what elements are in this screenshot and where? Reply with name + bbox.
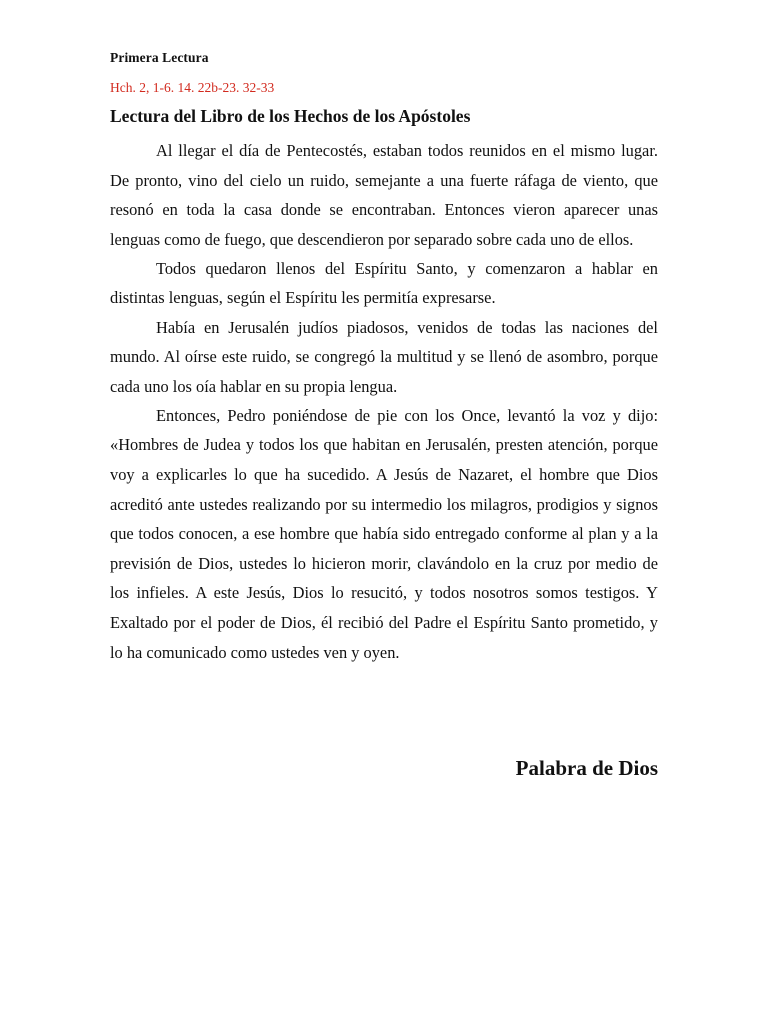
scripture-reference: Hch. 2, 1-6. 14. 22b-23. 32-33	[110, 80, 275, 95]
paragraph-2: Todos quedaron llenos del Espíritu Santo, y comenzaron a hablar en distintas lenguas, según el Espíritu les permitía expresarse.	[110, 258, 658, 308]
paragraph-1: Al llegar el día de Pentecostés, estaban todos reunidos en el mismo lugar. De pronto, vino del cielo un ruido, semejante a una fuerte ráfaga de viento, que resonó en toda la casa donde se encontraban. Entonces vieron aparecer unas lenguas como de fuego, que descendieron por separado sobre cada uno de ellos.	[110, 141, 658, 249]
reading-body	[110, 136, 658, 667]
reading-title: Lectura del Libro de los Hechos de los Apóstoles	[110, 106, 471, 126]
paragraph-3: Había en Jerusalén judíos piadosos, venidos de todas las naciones del mundo. Al oírse este ruido, se congregó la multitud y se llenó de asombro, porque cada uno los oía hablar en su propia lengua.	[110, 317, 658, 396]
closing-acclamation: Palabra de Dios	[515, 756, 658, 780]
document-page	[110, 0, 658, 1024]
paragraph-4: Entonces, Pedro poniéndose de pie con los Once, levantó la voz y dijo: «Hombres de Judea y todos los que habitan en Jerusalén, presten atención, porque voy a explicarles lo que ha sucedido. A Jesús de Nazaret, el hombre que Dios acreditó ante ustedes realizando por su intermedio los milagros, prodigios y signos que todos conocen, a ese hombre que había sido entregado conforme al plan y a la previsión de Dios, ustedes lo hicieron morir, clavándolo en la cruz por medio de los infieles. A este Jesús, Dios lo resucitó, y todos nosotros somos testigos. Y Exaltado por el poder de Dios, él recibió del Padre el Espíritu Santo prometido, y lo ha comunicado como ustedes ven y oyen.	[110, 405, 658, 662]
reading-kicker: Primera Lectura	[110, 50, 209, 65]
